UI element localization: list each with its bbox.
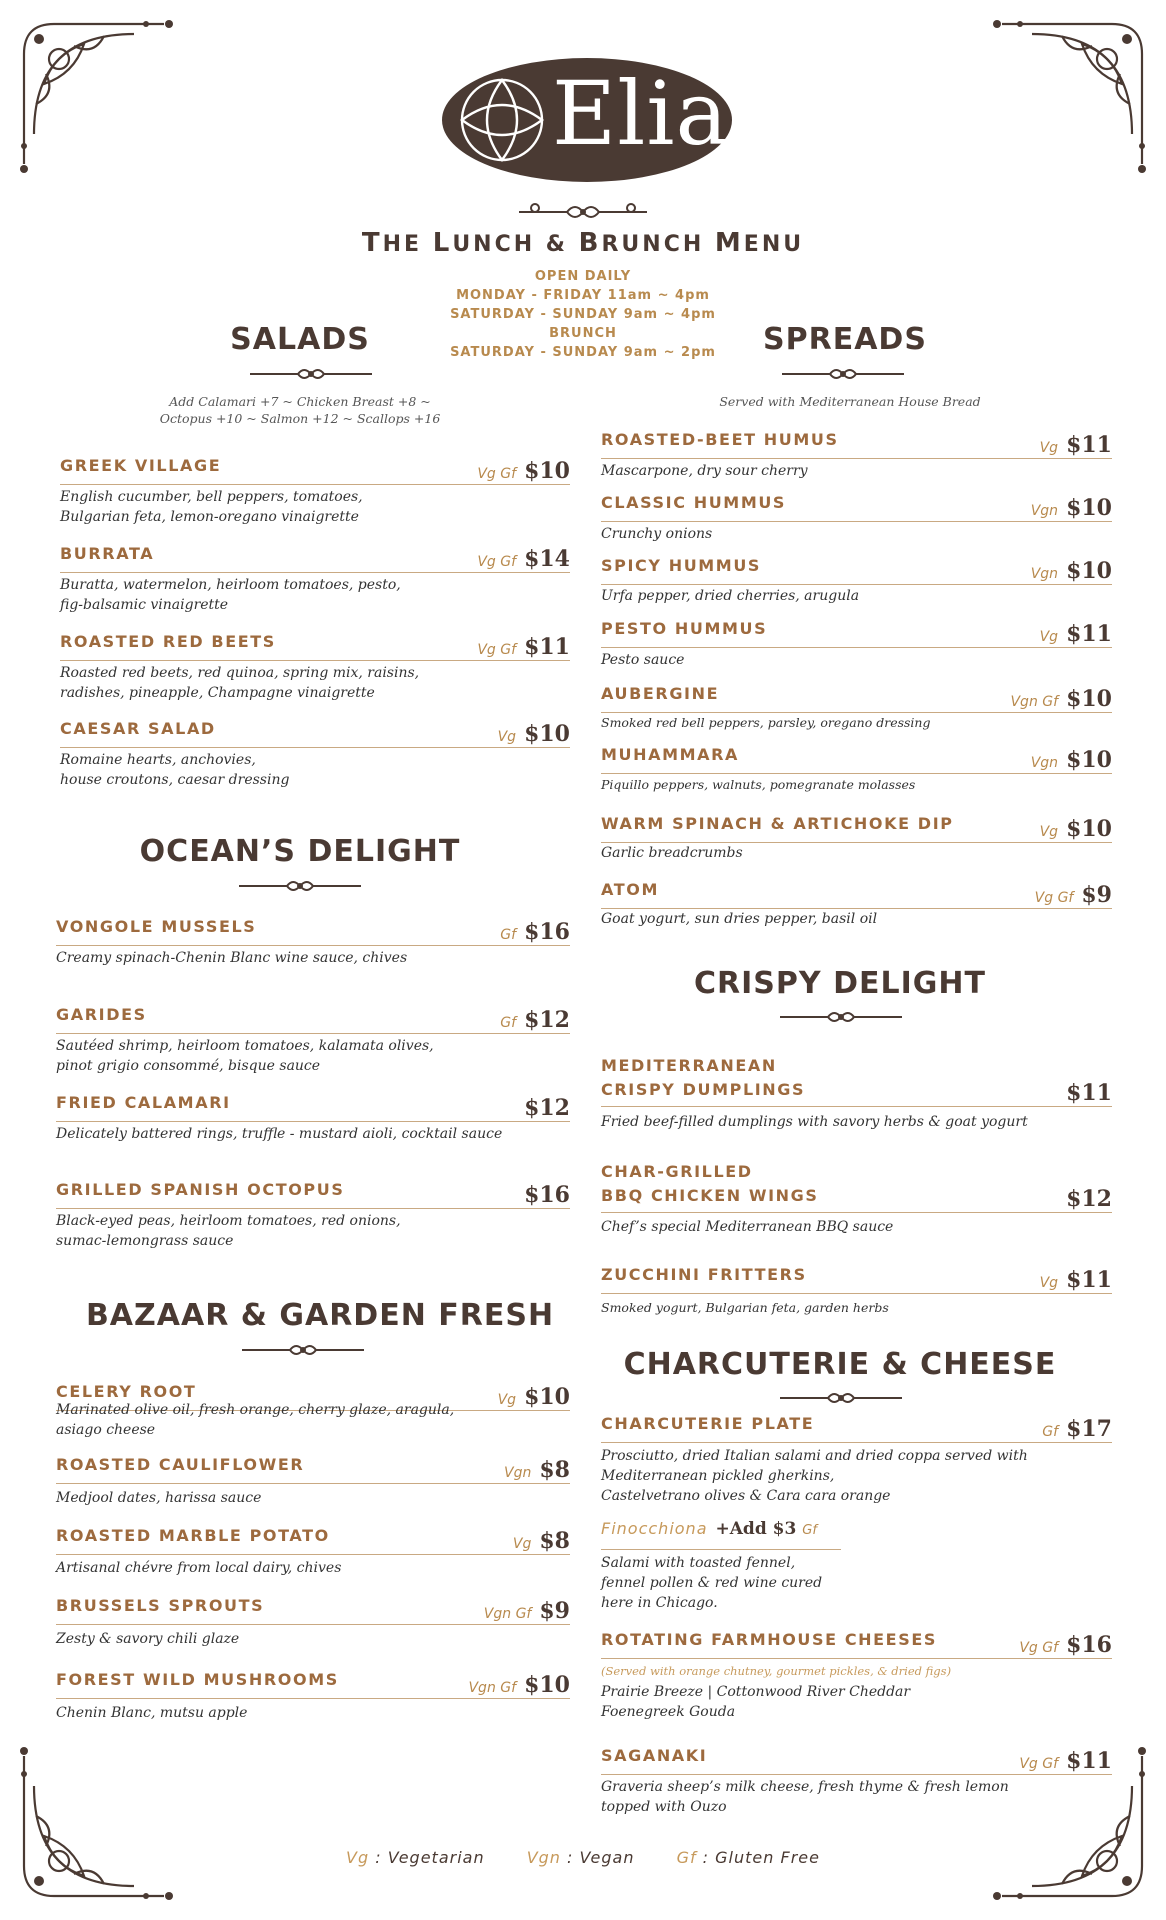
item-description bbox=[60, 575, 401, 615]
item-price: $9 bbox=[539, 1598, 570, 1624]
dietary-tags: Vg Gf bbox=[1019, 1640, 1059, 1656]
title-part: M bbox=[714, 228, 744, 258]
item-description bbox=[601, 843, 743, 863]
menu-item bbox=[601, 554, 1112, 585]
item-price: $11 bbox=[1066, 432, 1112, 458]
desc-line: Marinated olive oil, fresh orange, cherry glaze, aragula, bbox=[56, 1402, 455, 1418]
section-title-bazaar: BAZAAR & GARDEN FRESH bbox=[85, 1298, 555, 1333]
dietary-tags: Vgn Gf bbox=[1010, 694, 1059, 710]
menu-item bbox=[601, 617, 1112, 648]
item-price: $10 bbox=[524, 1672, 570, 1698]
hours-line: MONDAY - FRIDAY 11am ~ 4pm bbox=[456, 288, 710, 303]
menu-item bbox=[56, 1594, 570, 1625]
item-name: AUBERGINE bbox=[601, 684, 720, 703]
item-description bbox=[601, 461, 808, 481]
item-description bbox=[601, 524, 712, 544]
item-name: ROASTED CAULIFLOWER bbox=[56, 1455, 305, 1474]
dietary-tags: Vg Gf bbox=[477, 554, 517, 570]
menu-item bbox=[56, 1178, 570, 1209]
item-name: CHARCUTERIE PLATE bbox=[601, 1414, 815, 1433]
scroll-divider-icon bbox=[248, 364, 374, 384]
desc-line: Prosciutto, dried Italian salami and dried coppa served with bbox=[601, 1448, 1028, 1464]
desc-line: Black-eyed peas, heirloom tomatoes, red onions, bbox=[56, 1213, 401, 1229]
title-part: B bbox=[578, 228, 602, 258]
title-part: L bbox=[432, 228, 453, 258]
legend-label: Vegan bbox=[579, 1848, 635, 1867]
desc-line: Garlic breadcrumbs bbox=[601, 845, 743, 861]
item-description bbox=[60, 663, 419, 703]
menu-item bbox=[60, 717, 570, 748]
addon-item bbox=[601, 1519, 841, 1550]
item-description bbox=[56, 1558, 341, 1578]
desc-line: sumac-lemongrass sauce bbox=[56, 1233, 234, 1249]
menu-item bbox=[56, 915, 570, 946]
item-name: GARIDES bbox=[56, 1005, 147, 1024]
item-price: $10 bbox=[1066, 686, 1112, 712]
spreads-note bbox=[690, 393, 1010, 410]
item-description bbox=[601, 1112, 1028, 1132]
title-part: ENU bbox=[743, 232, 805, 257]
scroll-divider-icon bbox=[515, 200, 651, 224]
desc-line: Prairie Breeze | Cottonwood River Cheddar bbox=[601, 1684, 911, 1700]
item-description bbox=[56, 1629, 239, 1649]
hours-line: SATURDAY - SUNDAY 9am ~ 4pm bbox=[450, 307, 716, 322]
desc-line: Mediterranean pickled gherkins, bbox=[601, 1468, 835, 1484]
legend-label: Gluten Free bbox=[715, 1848, 820, 1867]
salads-addons-note bbox=[140, 393, 460, 427]
item-name: BURRATA bbox=[60, 544, 155, 563]
desc-line: Chef’s special Mediterranean BBQ sauce bbox=[601, 1219, 894, 1235]
item-price: $11 bbox=[1066, 1080, 1112, 1106]
menu-item bbox=[601, 743, 1112, 774]
menu-item bbox=[60, 630, 570, 661]
legend-label: Vegetarian bbox=[387, 1848, 485, 1867]
desc-line: fennel pollen & red wine cured bbox=[601, 1575, 823, 1591]
menu-item bbox=[601, 1628, 1112, 1659]
item-name: BRUSSELS SPROUTS bbox=[56, 1596, 265, 1615]
item-name: SPICY HUMMUS bbox=[601, 556, 762, 575]
item-price: $14 bbox=[524, 546, 570, 572]
addon-price: +Add $3 bbox=[715, 1519, 797, 1539]
dietary-tags: Vg bbox=[1039, 1275, 1059, 1291]
section-title-salads: SALADS bbox=[230, 322, 370, 357]
desc-line: radishes, pineapple, Champagne vinaigrette bbox=[60, 685, 375, 701]
item-name: GREEK VILLAGE bbox=[60, 456, 222, 475]
menu-item bbox=[601, 1156, 1112, 1213]
desc-line: here in Chicago. bbox=[601, 1595, 718, 1611]
item-description bbox=[56, 1703, 247, 1723]
item-description bbox=[56, 1400, 454, 1440]
item-name-line: CHAR-GRILLED bbox=[601, 1162, 753, 1181]
item-name: MUHAMMARA bbox=[601, 745, 740, 764]
menu-item bbox=[601, 1744, 1112, 1775]
section-title-spreads: SPREADS bbox=[763, 322, 927, 357]
item-description bbox=[56, 1211, 401, 1251]
item-name bbox=[601, 1054, 805, 1102]
item-description bbox=[56, 1036, 434, 1076]
dietary-tags: Gf bbox=[802, 1523, 817, 1538]
item-description bbox=[601, 1298, 889, 1318]
desc-line: Smoked red bell peppers, parsley, oregano dressing bbox=[601, 715, 931, 730]
section-title-charcuterie: CHARCUTERIE & CHEESE bbox=[623, 1347, 1057, 1382]
desc-line: Delicately battered rings, truffle - mustard aioli, cocktail sauce bbox=[56, 1126, 503, 1142]
desc-line: English cucumber, bell peppers, tomatoes, bbox=[60, 489, 363, 505]
menu-item bbox=[601, 491, 1112, 522]
legend-abbr: Vg bbox=[346, 1848, 370, 1867]
item-name: CAESAR SALAD bbox=[60, 719, 216, 738]
item-description bbox=[601, 713, 931, 733]
item-name: ROASTED-BEET HUMUS bbox=[601, 430, 839, 449]
desc-line: Smoked yogurt, Bulgarian feta, garden herbs bbox=[601, 1300, 889, 1315]
item-name: ZUCCHINI FRITTERS bbox=[601, 1265, 807, 1284]
menu-item bbox=[601, 878, 1112, 909]
item-name bbox=[601, 1160, 819, 1208]
item-price: $11 bbox=[524, 634, 570, 660]
desc-line: Crunchy onions bbox=[601, 526, 713, 542]
dietary-tags: Vg bbox=[497, 729, 517, 745]
item-price: $11 bbox=[1066, 1267, 1112, 1293]
corner-flourish-icon bbox=[14, 1746, 174, 1906]
item-price: $10 bbox=[524, 458, 570, 484]
desc-line: Creamy spinach-Chenin Blanc wine sauce, chives bbox=[56, 950, 408, 966]
item-description bbox=[601, 1446, 1028, 1506]
item-price: $11 bbox=[1066, 621, 1112, 647]
section-title-crispy: CRISPY DELIGHT bbox=[694, 966, 986, 1001]
menu-item bbox=[601, 682, 1112, 713]
note-line: Served with Mediterranean House Bread bbox=[719, 394, 981, 409]
item-price: $10 bbox=[1066, 747, 1112, 773]
legend-abbr: Vgn bbox=[526, 1848, 561, 1867]
brand-logo bbox=[442, 56, 732, 184]
desc-line: asiago cheese bbox=[56, 1422, 156, 1438]
scroll-divider-icon bbox=[237, 876, 363, 896]
item-name: WARM SPINACH & ARTICHOKE DIP bbox=[601, 814, 954, 833]
dietary-tags: Vg bbox=[1039, 440, 1059, 456]
item-description bbox=[601, 650, 684, 670]
item-name: ROTATING FARMHOUSE CHEESES bbox=[601, 1630, 937, 1649]
item-name: VONGOLE MUSSELS bbox=[56, 917, 257, 936]
menu-item bbox=[601, 1412, 1112, 1443]
dietary-tags: Gf bbox=[500, 1015, 517, 1031]
title-part: RUNCH bbox=[601, 232, 715, 257]
item-description bbox=[60, 487, 363, 527]
item-price: $12 bbox=[524, 1007, 570, 1033]
item-price: $9 bbox=[1081, 882, 1112, 908]
item-description bbox=[601, 1217, 893, 1237]
menu-item bbox=[60, 542, 570, 573]
dietary-tags: Vgn bbox=[504, 1465, 532, 1481]
item-price: $10 bbox=[1066, 816, 1112, 842]
item-description bbox=[60, 750, 289, 790]
menu-item bbox=[601, 428, 1112, 459]
desc-line: Salami with toasted fennel, bbox=[601, 1555, 796, 1571]
item-name-line: MEDITERRANEAN bbox=[601, 1056, 777, 1075]
item-name: PESTO HUMMUS bbox=[601, 619, 768, 638]
note-line: Add Calamari +7 ~ Chicken Breast +8 ~ bbox=[169, 394, 431, 409]
hours-line: SATURDAY - SUNDAY 9am ~ 2pm bbox=[450, 345, 716, 360]
item-price: $10 bbox=[1066, 558, 1112, 584]
item-name-line: CRISPY DUMPLINGS bbox=[601, 1080, 806, 1099]
item-name-line: BBQ CHICKEN WINGS bbox=[601, 1186, 819, 1205]
dietary-tags: Vgn bbox=[1030, 755, 1059, 771]
item-price: $17 bbox=[1066, 1416, 1112, 1442]
cheese-served-with-note: (Served with orange chutney, gourmet pickles, & dried figs) bbox=[601, 1664, 952, 1678]
item-name: ATOM bbox=[601, 880, 659, 899]
item-name: ROASTED MARBLE POTATO bbox=[56, 1526, 330, 1545]
desc-line: Urfa pepper, dried cherries, arugula bbox=[601, 588, 860, 604]
menu-item bbox=[56, 1091, 570, 1122]
desc-line: Bulgarian feta, lemon-oregano vinaigrette bbox=[60, 509, 359, 525]
desc-line: Romaine hearts, anchovies, bbox=[60, 752, 256, 768]
desc-line: fig-balsamic vinaigrette bbox=[60, 597, 229, 613]
dietary-legend: Vg : Vegetarian Vgn : Vegan Gf : Gluten Free bbox=[346, 1848, 820, 1867]
desc-line: Roasted red beets, red quinoa, spring mix, raisins, bbox=[60, 665, 420, 681]
item-description bbox=[601, 586, 859, 606]
corner-flourish-icon bbox=[14, 14, 174, 174]
hours-line: OPEN DAILY bbox=[534, 269, 632, 284]
menu-item bbox=[60, 454, 570, 485]
item-description bbox=[601, 775, 915, 795]
dietary-tags: Vg Gf bbox=[1034, 890, 1074, 906]
item-price: $10 bbox=[1066, 495, 1112, 521]
desc-line: Goat yogurt, sun dries pepper, basil oil bbox=[601, 911, 878, 927]
desc-line: Artisanal chévre from local dairy, chives bbox=[56, 1560, 342, 1576]
desc-line: Sautéed shrimp, heirloom tomatoes, kalamata olives, bbox=[56, 1038, 434, 1054]
scroll-divider-icon bbox=[780, 364, 906, 384]
desc-line: Chenin Blanc, mutsu apple bbox=[56, 1705, 248, 1721]
dietary-tags: Vg Gf bbox=[477, 466, 517, 482]
menu-item bbox=[56, 1453, 570, 1484]
dietary-tags: Vg Gf bbox=[477, 642, 517, 658]
addon-description bbox=[601, 1553, 822, 1613]
item-name: FRIED CALAMARI bbox=[56, 1093, 231, 1112]
item-price: $10 bbox=[524, 721, 570, 747]
title-part: T bbox=[361, 228, 383, 258]
desc-line: Fried beef-filled dumplings with savory herbs & goat yogurt bbox=[601, 1114, 1028, 1130]
item-price: $16 bbox=[524, 919, 570, 945]
section-title-ocean: OCEAN’S DELIGHT bbox=[139, 834, 461, 869]
legend-abbr: Gf bbox=[676, 1848, 697, 1867]
item-price: $16 bbox=[524, 1182, 570, 1208]
item-description bbox=[56, 1124, 502, 1144]
item-price: $8 bbox=[539, 1457, 570, 1483]
addon-name: Finocchiona bbox=[601, 1519, 708, 1538]
desc-line: house croutons, caesar dressing bbox=[60, 772, 290, 788]
desc-line: Foenegreek Gouda bbox=[601, 1704, 736, 1720]
item-description bbox=[56, 1488, 261, 1508]
item-name: FOREST WILD MUSHROOMS bbox=[56, 1670, 339, 1689]
corner-flourish-icon bbox=[992, 14, 1152, 174]
dietary-tags: Vg bbox=[1039, 824, 1059, 840]
dietary-tags: Vgn bbox=[1030, 503, 1059, 519]
title-part: HE bbox=[382, 232, 433, 257]
dietary-tags: Vgn Gf bbox=[483, 1606, 532, 1622]
desc-line: Zesty & savory chili glaze bbox=[56, 1631, 240, 1647]
desc-line: Graveria sheep’s milk cheese, fresh thyme & fresh lemon bbox=[601, 1779, 1009, 1795]
title-part: UNCH & bbox=[452, 232, 579, 257]
item-price: $16 bbox=[1066, 1632, 1112, 1658]
item-price: $12 bbox=[1066, 1186, 1112, 1212]
desc-line: Pesto sauce bbox=[601, 652, 685, 668]
menu-item bbox=[56, 1668, 570, 1699]
dietary-tags: Vg bbox=[512, 1536, 532, 1552]
item-description bbox=[56, 948, 407, 968]
menu-item bbox=[601, 812, 1112, 843]
dietary-tags: Vg bbox=[497, 1392, 517, 1408]
scroll-divider-icon bbox=[240, 1340, 366, 1360]
item-description bbox=[601, 1777, 1009, 1817]
item-name: SAGANAKI bbox=[601, 1746, 708, 1765]
item-price: $10 bbox=[524, 1384, 570, 1410]
item-name: CELERY ROOT bbox=[56, 1382, 197, 1401]
menu-item bbox=[56, 1003, 570, 1034]
menu-item bbox=[56, 1524, 570, 1555]
scroll-divider-icon bbox=[778, 1007, 904, 1027]
item-price: $11 bbox=[1066, 1748, 1112, 1774]
dietary-tags: Vg bbox=[1039, 629, 1059, 645]
dietary-tags: Vgn bbox=[1030, 566, 1059, 582]
item-name: GRILLED SPANISH OCTOPUS bbox=[56, 1180, 345, 1199]
brand-name: Elia bbox=[552, 62, 729, 165]
desc-line: topped with Ouzo bbox=[601, 1799, 727, 1815]
desc-line: Mascarpone, dry sour cherry bbox=[601, 463, 808, 479]
dietary-tags: Vgn Gf bbox=[468, 1680, 517, 1696]
menu-item bbox=[601, 1263, 1112, 1294]
scroll-divider-icon bbox=[778, 1388, 904, 1408]
desc-line: Buratta, watermelon, heirloom tomatoes, pesto, bbox=[60, 577, 401, 593]
dietary-tags: Gf bbox=[500, 927, 517, 943]
item-name: ROASTED RED BEETS bbox=[60, 632, 276, 651]
item-name: CLASSIC HUMMUS bbox=[601, 493, 787, 512]
item-description bbox=[601, 1682, 910, 1722]
page-title bbox=[0, 228, 1166, 258]
item-price: $12 bbox=[524, 1095, 570, 1121]
item-price: $8 bbox=[539, 1528, 570, 1554]
desc-line: Medjool dates, harissa sauce bbox=[56, 1490, 262, 1506]
note-line: Octopus +10 ~ Salmon +12 ~ Scallops +16 bbox=[159, 411, 441, 426]
hours-line: BRUNCH bbox=[549, 326, 617, 341]
menu-item bbox=[601, 1050, 1112, 1107]
dietary-tags: Vg Gf bbox=[1019, 1756, 1059, 1772]
desc-line: pinot grigio consommé, bisque sauce bbox=[56, 1058, 321, 1074]
desc-line: Castelvetrano olives & Cara cara orange bbox=[601, 1488, 891, 1504]
opening-hours bbox=[430, 267, 736, 362]
desc-line: Piquillo peppers, walnuts, pomegranate molasses bbox=[601, 777, 916, 792]
item-description bbox=[601, 909, 877, 929]
dietary-tags: Gf bbox=[1042, 1424, 1059, 1440]
